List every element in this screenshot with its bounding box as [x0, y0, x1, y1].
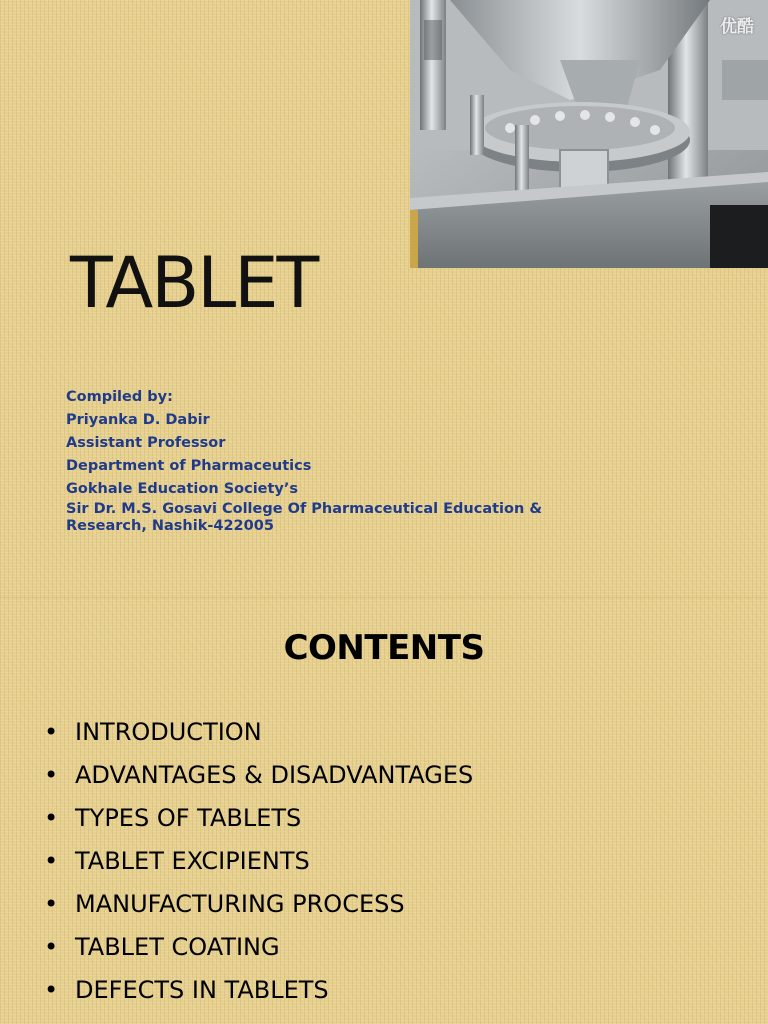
credits-society: Gokhale Education Society’s — [66, 481, 299, 497]
bullet-icon: • — [44, 804, 59, 832]
credits-address: Research, Nashik-422005 — [66, 518, 274, 534]
contents-item — [44, 846, 473, 889]
tablet-press-illustration — [410, 0, 768, 268]
contents-item — [44, 803, 473, 846]
credits-department: Department of Pharmaceutics — [66, 458, 312, 474]
credits-compiled-by: Compiled by: — [66, 389, 173, 405]
bullet-icon: • — [44, 847, 59, 875]
credits-college: Sir Dr. M.S. Gosavi College Of Pharmaceutical Education & — [66, 501, 542, 517]
bullet-icon: • — [44, 890, 59, 918]
contents-item-label: TABLET COATING — [75, 933, 280, 961]
contents-item — [44, 717, 473, 760]
contents-list — [44, 717, 473, 1018]
contents-item-label: DEFECTS IN TABLETS — [75, 976, 329, 1004]
contents-item — [44, 889, 473, 932]
contents-item — [44, 975, 473, 1018]
video-watermark: 优酷 — [720, 17, 754, 37]
bullet-icon: • — [44, 933, 59, 961]
contents-item-label: TABLET EXCIPIENTS — [75, 847, 310, 875]
credits-designation: Assistant Professor — [66, 435, 226, 451]
contents-item — [44, 932, 473, 975]
tablet-press-photo — [410, 0, 768, 268]
contents-heading: CONTENTS — [283, 628, 485, 668]
author-credits — [66, 386, 546, 535]
credits-author-name: Priyanka D. Dabir — [66, 412, 210, 428]
contents-item-label: TYPES OF TABLETS — [75, 804, 302, 832]
contents-item — [44, 760, 473, 803]
contents-item-label: INTRODUCTION — [75, 718, 262, 746]
bullet-icon: • — [44, 761, 59, 789]
bullet-icon: • — [44, 976, 59, 1004]
contents-slide — [0, 598, 768, 1024]
contents-item-label: ADVANTAGES & DISADVANTAGES — [75, 761, 474, 789]
slide-title: TABLET — [70, 242, 318, 324]
bullet-icon: • — [44, 718, 59, 746]
contents-item-label: MANUFACTURING PROCESS — [75, 890, 405, 918]
